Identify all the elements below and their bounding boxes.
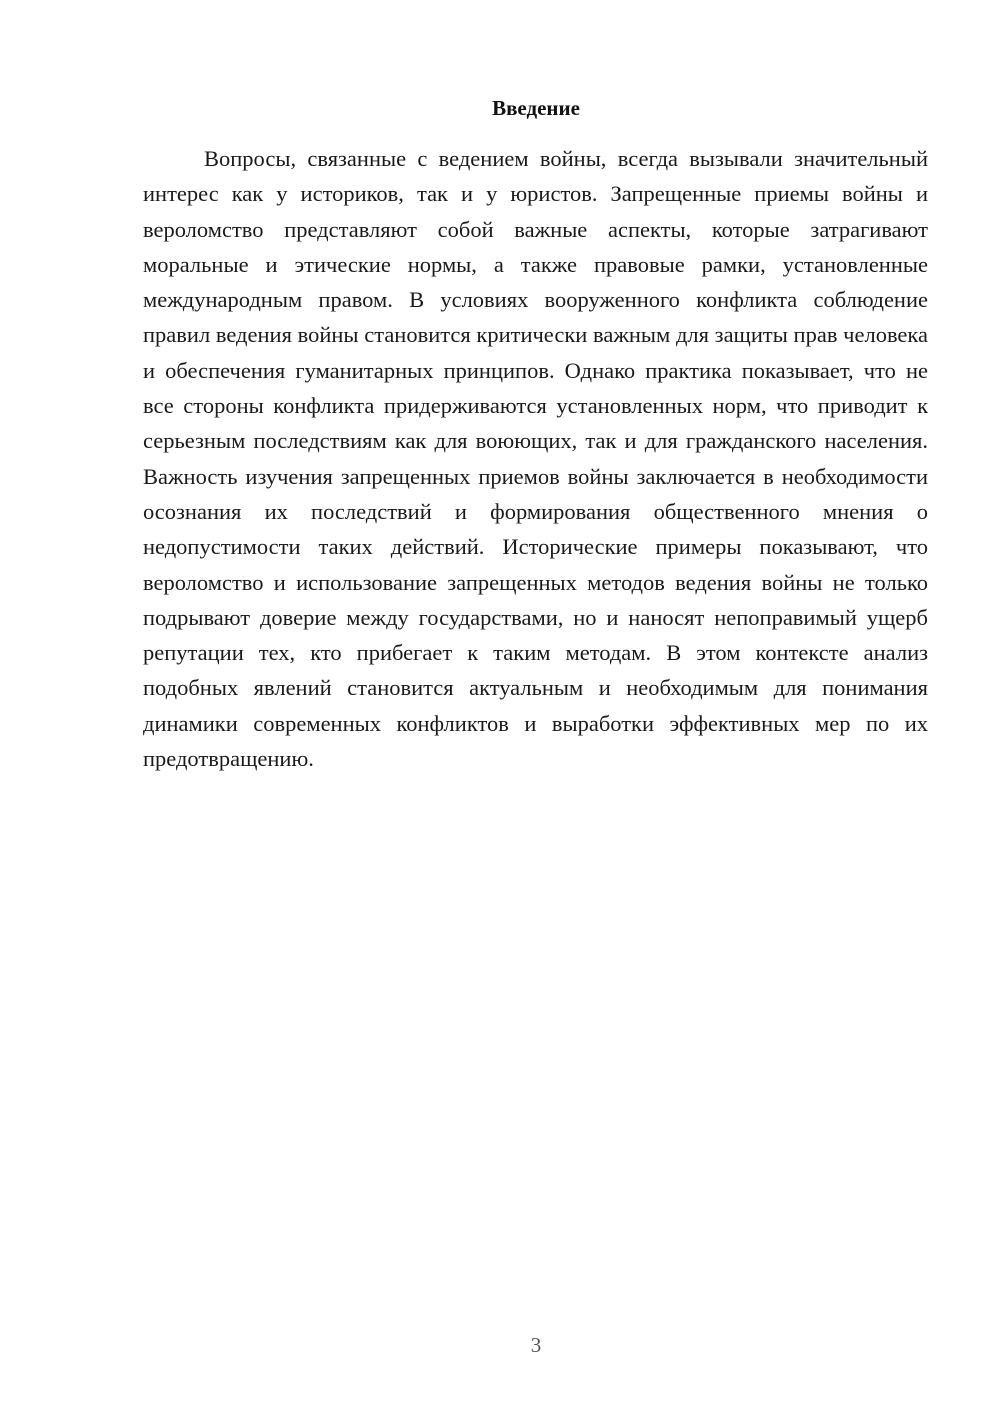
section-heading: Введение [492, 96, 580, 120]
body-paragraph: Вопросы, связанные с ведением войны, всегда вызывали значительный интерес как у историков, так и у юристов. Запрещенные приемы войны и вероломство представляют собой важные аспекты, которые затрагивают моральные и этические нормы, а также правовые рамки, установленные международным правом. В условиях вооруженного конфликта соблюдение правил ведения войны становится критически важным для защиты прав человека и обеспечения гуманитарных принципов. Однако практика показывает, что не все стороны конфликта придерживаются установленных норм, что приводит к серьезным последствиям как для воюющих, так и для гражданского населения. Важность изучения запрещенных приемов войны заключается в необходимости осознания их последствий и формирования общественного мнения о недопустимости таких действий. Исторические примеры показывают, что вероломство и использование запрещенных методов ведения войны не только подрывают доверие между государствами, но и наносят непоправимый ущерб репутации тех, кто прибегает к таким методам. В этом контексте анализ подобных явлений становится актуальным и необходимым для понимания динамики современных конфликтов и выработки эффективных мер по их предотвращению. [143, 146, 928, 772]
page-number: 3 [530, 1333, 542, 1357]
